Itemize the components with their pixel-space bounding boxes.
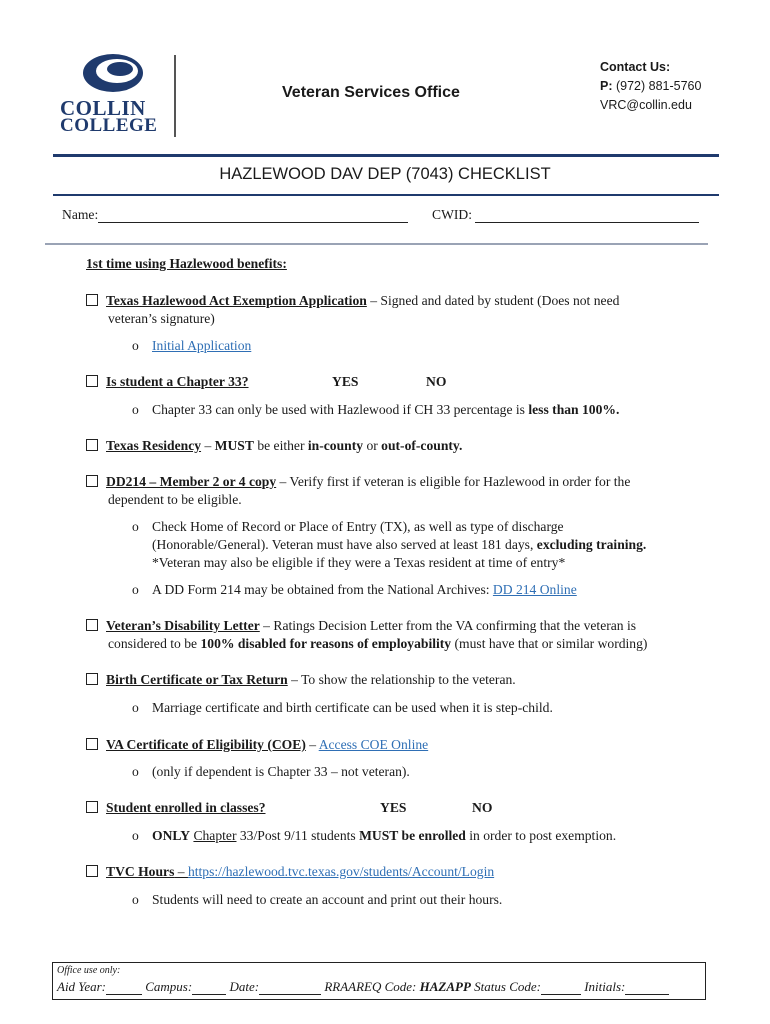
item-outcounty: out-of-county. [381, 438, 463, 453]
item-label: TVC Hours [106, 864, 175, 879]
cwid-blank[interactable] [475, 208, 699, 223]
item-text: – To show the relationship to the veteran. [287, 672, 516, 687]
checklist-item-coe[interactable] [86, 736, 706, 754]
campus-label: Campus: [145, 979, 193, 994]
dd214-online-link[interactable]: DD 214 Online [492, 582, 577, 597]
checkbox[interactable] [86, 375, 98, 387]
aid-year-label: Aid Year: [57, 979, 106, 994]
chapter33-yes[interactable]: YES [332, 374, 359, 389]
item-label: VA Certificate of Eligibility (COE) [106, 737, 306, 752]
aid-year-blank[interactable] [106, 982, 142, 995]
office-use-box [52, 962, 706, 1000]
checklist-item-disability[interactable] [86, 617, 726, 653]
contact-block [600, 58, 701, 115]
item-label: Birth Certificate or Tax Return [106, 672, 288, 687]
item-must: MUST [214, 438, 254, 453]
logo-swoosh-icon [76, 52, 146, 94]
section-heading: 1st time using Hazlewood benefits: [86, 256, 287, 271]
item-text: be either [253, 438, 308, 453]
enrolled-yes[interactable]: YES [380, 800, 407, 815]
enrolled-no[interactable]: NO [472, 800, 493, 815]
item-text-bold: 100% disabled for reasons of employability [200, 636, 452, 651]
item-text: – Ratings Decision Letter from the VA confirming that the veteran is [259, 618, 637, 633]
rraareq-label: RRAAREQ Code: [324, 979, 420, 994]
item-text: – [305, 737, 319, 752]
office-use-label: Office use only: [57, 965, 121, 976]
tvc-login-link[interactable]: https://hazlewood.tvc.texas.gov/students/Account/Login [187, 864, 495, 879]
checkbox[interactable] [86, 475, 98, 487]
page-title: HAZLEWOOD DAV DEP (7043) CHECKLIST [219, 165, 551, 183]
name-bottom-rule [45, 243, 708, 245]
bullet: o [132, 828, 139, 843]
campus-blank[interactable] [192, 982, 226, 995]
checkbox[interactable] [86, 294, 98, 306]
item-text: – [201, 438, 215, 453]
checklist-item-chapter33[interactable] [86, 373, 706, 391]
bullet: o [132, 519, 139, 534]
item-label: Student enrolled in classes? [106, 800, 266, 815]
item-incounty: in-county [307, 438, 364, 453]
checklist-item-birth[interactable] [86, 671, 706, 689]
sub-text-post: in order to post exemption. [465, 828, 617, 843]
office-title: Veteran Services Office [282, 84, 460, 101]
sub-text: Chapter 33 can only be used with Hazlewood if CH 33 percentage is [152, 402, 529, 417]
cwid-label: CWID: [432, 207, 473, 222]
sub-item-initial-application [132, 337, 251, 355]
sub-chapter: Chapter [193, 828, 237, 843]
item-text-post: (must have that or similar wording) [451, 636, 648, 651]
bullet: o [132, 582, 139, 597]
checkbox[interactable] [86, 865, 98, 877]
title-top-rule [53, 154, 719, 157]
item-text-cont: dependent to be eligible. [108, 492, 242, 507]
item-label: Is student a Chapter 33? [106, 374, 249, 389]
date-label: Date: [229, 979, 260, 994]
sub-item-dd214-record [132, 518, 712, 572]
sub-item-dd214-archives [132, 581, 577, 599]
sub-text: A DD Form 214 may be obtained from the National Archives: [152, 582, 493, 597]
checkbox[interactable] [86, 673, 98, 685]
sub-text: Check Home of Record or Place of Entry (TX), as well as type of discharge [152, 519, 564, 534]
checkbox[interactable] [86, 738, 98, 750]
name-blank[interactable] [98, 208, 408, 223]
bullet: o [132, 700, 139, 715]
cwid-field[interactable] [432, 207, 699, 223]
sub-item-tvc [132, 891, 502, 909]
bullet: o [132, 892, 139, 907]
sub-only: ONLY [152, 828, 191, 843]
status-blank[interactable] [541, 982, 581, 995]
sub-text-bold: excluding training. [536, 537, 647, 552]
header-divider [174, 55, 176, 137]
sub-text: (only if dependent is Chapter 33 – not veteran). [152, 764, 410, 779]
sub-item-coe [132, 763, 410, 781]
status-label: Status Code: [470, 979, 541, 994]
item-text-cont: considered to be [108, 636, 201, 651]
sub-item-enrolled [132, 827, 616, 845]
college-logo [58, 52, 163, 137]
name-field[interactable] [62, 207, 408, 223]
contact-email: VRC@collin.edu [600, 98, 692, 112]
hazapp-label: HAZAPP [419, 979, 471, 994]
checkbox[interactable] [86, 439, 98, 451]
checkbox[interactable] [86, 619, 98, 631]
item-text-cont: veteran’s signature) [108, 311, 215, 326]
item-label: Texas Residency [106, 438, 202, 453]
sub-text: 33/Post 9/11 students [236, 828, 360, 843]
bullet: o [132, 402, 139, 417]
logo-text-collin: COLLIN [60, 96, 146, 120]
contact-title: Contact Us: [600, 60, 671, 74]
bullet: o [132, 338, 139, 353]
sub-text: Students will need to create an account and print out their hours. [152, 892, 503, 907]
item-text: – Signed and dated by student (Does not need [366, 293, 620, 308]
chapter33-no[interactable]: NO [426, 374, 447, 389]
item-label: Texas Hazlewood Act Exemption Application [106, 293, 367, 308]
checklist-item-residency[interactable] [86, 437, 706, 455]
checklist-item-exemption[interactable] [86, 292, 706, 328]
sub-item-chapter33 [132, 401, 619, 419]
bullet: o [132, 764, 139, 779]
initial-application-link[interactable]: Initial Application [152, 338, 252, 353]
item-text: or [363, 438, 382, 453]
checklist-item-dd214[interactable] [86, 473, 706, 509]
item-label: DD214 – Member 2 or 4 copy [106, 474, 277, 489]
sub-text: Marriage certificate and birth certificate can be used when it is step-child. [152, 700, 553, 715]
name-label: Name: [62, 207, 99, 222]
access-coe-link[interactable]: Access COE Online [318, 737, 429, 752]
sub-text-cont: (Honorable/General). Veteran must have also served at least 181 days, [152, 537, 537, 552]
initials-blank[interactable] [625, 982, 669, 995]
title-bottom-rule [53, 194, 719, 196]
item-text: – [174, 864, 188, 879]
sub-must: MUST be enrolled [359, 828, 466, 843]
office-use-fields [57, 979, 669, 995]
item-text: – Verify first if veteran is eligible for Hazlewood in order for the [276, 474, 631, 489]
initials-label: Initials: [584, 979, 626, 994]
sub-item-birth [132, 699, 553, 717]
item-label: Veteran’s Disability Letter [106, 618, 260, 633]
phone-label: P: [600, 79, 613, 93]
logo-text-college: COLLEGE [60, 115, 158, 136]
sub-text-bold: less than 100%. [528, 402, 620, 417]
contact-phone: (972) 881-5760 [615, 79, 702, 93]
checkbox[interactable] [86, 801, 98, 813]
date-blank[interactable] [259, 982, 321, 995]
sub-text-cont: *Veteran may also be eligible if they were a Texas resident at time of entry* [152, 555, 566, 570]
contact-phone-line [600, 77, 701, 96]
checklist-item-tvc[interactable] [86, 863, 726, 881]
